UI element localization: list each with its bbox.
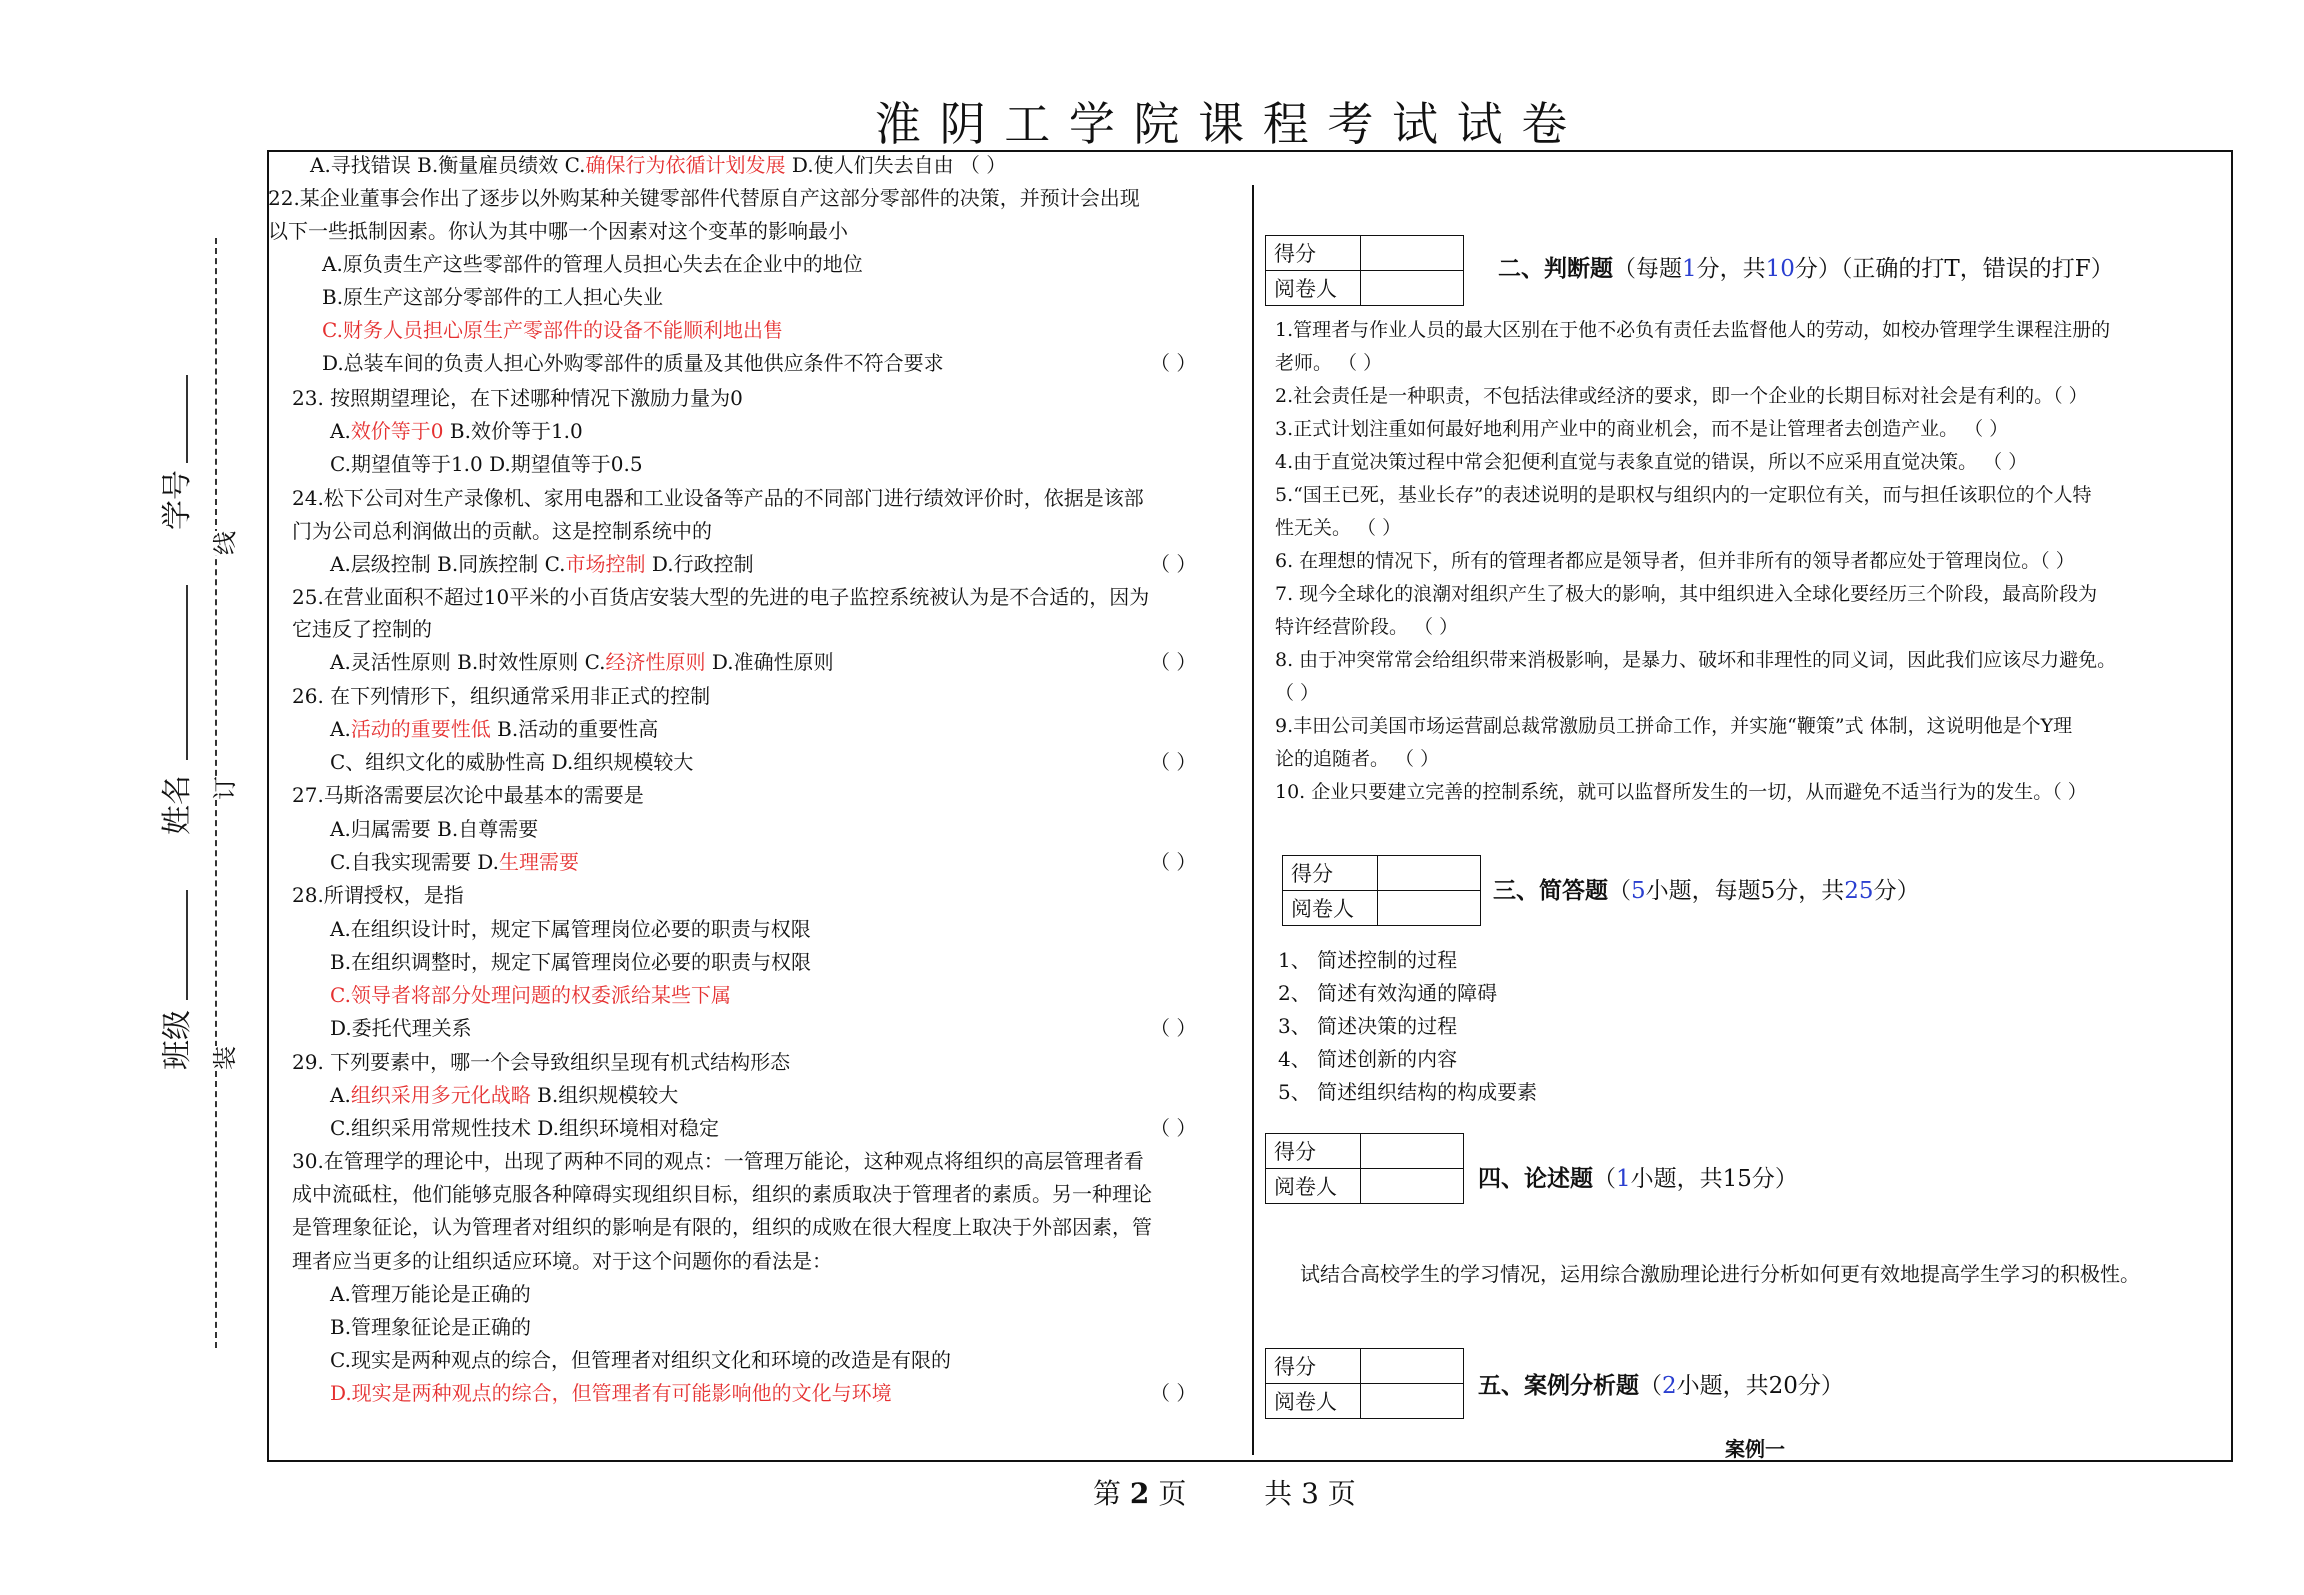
judge-line: 特许经营阶段。 （ ）	[1275, 616, 1459, 638]
section3-mid: 小题，每题5分，共	[1645, 878, 1845, 904]
question-text: 成中流砥柱，他们能够克服各种障碍实现组织目标，组织的素质取决于管理者的素质。另一种理论	[292, 1182, 1152, 1206]
judge-line: 4.由于直觉决策过程中常会犯便利直觉与表象直觉的错误，所以不应采用直觉决策。 （ ）	[1275, 451, 2028, 473]
section2-heading	[1498, 250, 2114, 283]
question-text: 是管理象征论，认为管理者对组织的影响是有限的，组织的成败在很大程度上取决于外部因素，管	[292, 1215, 1152, 1239]
score-label: 得分	[1266, 1349, 1361, 1384]
score-box-sec5	[1265, 1348, 1464, 1419]
question-line	[292, 519, 712, 543]
blank-xuehao	[186, 375, 188, 463]
footer-ye: 页	[1158, 1477, 1187, 1510]
answer-highlight: 组织采用多元化战略	[350, 1083, 531, 1107]
question-line	[292, 1249, 832, 1273]
question-line	[322, 318, 783, 342]
question-line	[330, 1315, 531, 1339]
answer-highlight: 活动的重要性低	[350, 717, 491, 741]
section2-mid: 分，共	[1696, 256, 1766, 282]
section3-count: 5	[1631, 878, 1646, 904]
judge-line: 老师。 （ ）	[1275, 352, 1383, 374]
grader-label: 阅卷人	[1266, 271, 1361, 306]
answer-highlight: C.领导者将部分处理问题的权委派给某些下属	[330, 983, 731, 1007]
question-text: D.行政控制	[645, 552, 754, 576]
binding-xian: 线	[205, 531, 240, 555]
judge-line: 2.社会责任是一种职责，不包括法律或经济的要求，即一个企业的长期目标对社会是有利的。（ ）	[1275, 385, 2088, 407]
page-footer	[1093, 1472, 1356, 1512]
judge-line: 8. 由于冲突常常会给组织带来消极影响，是暴力、破坏和非理性的同义词，因此我们应该尽力避免。	[1275, 649, 2117, 671]
blank-banji	[186, 890, 188, 1000]
score-value[interactable]	[1378, 856, 1481, 891]
section3-post: 分）	[1873, 878, 1920, 904]
question-text: A.	[330, 419, 351, 443]
answer-highlight: 确保行为依循计划发展	[585, 153, 786, 177]
score-box-sec3	[1282, 855, 1481, 926]
question-line	[330, 650, 834, 674]
judge-line: 3.正式计划注重如何最好地利用产业中的商业机会，而不是让管理者去创造产业。 （ ）	[1275, 418, 2009, 440]
section2-title: 二、判断题	[1498, 255, 1613, 282]
question-text: 22.某企业董事会作出了逐步以外购某种关键零部件代替原自产这部分零部件的决策，并预计会出现	[268, 186, 1140, 210]
question-text: A.原负责生产这些零部件的管理人员担心失去在企业中的地位	[322, 252, 863, 276]
question-text: B.原生产这部分零部件的工人担心失业	[322, 285, 664, 309]
question-line	[330, 750, 693, 774]
question-text: 它违反了控制的	[292, 617, 432, 641]
binding-label-xingming: 姓名	[160, 775, 195, 835]
question-line	[292, 883, 464, 907]
score-value[interactable]	[1361, 1134, 1464, 1169]
score-label: 得分	[1283, 856, 1378, 891]
answer-blank[interactable]: （ ）	[1150, 552, 1197, 576]
question-line	[330, 452, 643, 476]
question-line	[268, 186, 1140, 210]
judge-line: 性无关。 （ ）	[1275, 517, 1402, 539]
question-line	[330, 1016, 472, 1040]
question-text: 24.松下公司对生产录像机、家用电器和工业设备等产品的不同部门进行绩效评价时，依据是该部	[292, 486, 1144, 510]
binding-ding: 订	[205, 776, 240, 800]
section4-post: 小题，共15分）	[1630, 1166, 1798, 1192]
question-line	[292, 684, 710, 708]
question-line	[268, 219, 848, 243]
question-text: 27.马斯洛需要层次论中最基本的需要是	[292, 783, 644, 807]
essay-question: 试结合高校学生的学习情况，运用综合激励理论进行分析如何更有效地提高学生学习的积极性。	[1300, 1262, 2140, 1286]
question-text: A.归属需要 B.自尊需要	[330, 817, 539, 841]
answer-highlight: 经济性原则	[605, 650, 706, 674]
section2-total: 10	[1765, 256, 1795, 282]
judge-line: 9.丰田公司美国市场运营副总裁常激励员工拼命工作，并实施“鞭策”式 体制，这说明他是个Y理	[1275, 715, 2073, 737]
question-line	[292, 585, 1149, 609]
answer-highlight: C.财务人员担心原生产零部件的设备不能顺利地出售	[322, 318, 783, 342]
question-text: A.灵活性原则 B.时效性原则 C.	[330, 650, 606, 674]
section5-count: 2	[1662, 1373, 1677, 1399]
grader-label: 阅卷人	[1283, 891, 1378, 926]
score-box-sec2	[1265, 235, 1464, 306]
section2-per-score: 1	[1682, 256, 1697, 282]
answer-highlight: 效价等于0	[350, 419, 444, 443]
grader-label: 阅卷人	[1266, 1169, 1361, 1204]
question-line	[322, 252, 863, 276]
answer-blank[interactable]: （ ）	[1150, 1016, 1197, 1040]
judge-line: 7. 现今全球化的浪潮对组织产生了极大的影响，其中组织进入全球化要经历三个阶段，最高阶段为	[1275, 583, 2098, 605]
section4-pre: （	[1593, 1166, 1616, 1192]
grader-value[interactable]	[1361, 271, 1464, 306]
answer-blank[interactable]: （ ）	[1150, 351, 1197, 375]
short-answer-item: 2、 简述有效沟通的障碍	[1278, 981, 1498, 1005]
grader-value[interactable]	[1361, 1169, 1464, 1204]
question-text: 理者应当更多的让组织适应环境。对于这个问题你的看法是：	[292, 1249, 832, 1273]
question-line	[330, 983, 731, 1007]
section3-heading	[1493, 872, 1920, 905]
answer-blank[interactable]: （ ）	[1150, 1116, 1197, 1140]
question-text: D.总装车间的负责人担心外购零部件的质量及其他供应条件不符合要求	[322, 351, 944, 375]
question-text: 以下一些抵制因素。你认为其中哪一个因素对这个变革的影响最小	[268, 219, 848, 243]
answer-highlight: 生理需要	[498, 850, 579, 874]
score-box-sec4	[1265, 1133, 1464, 1204]
case-one-heading: 案例一	[1725, 1437, 1785, 1461]
question-text: 门为公司总利润做出的贡献。这是控制系统中的	[292, 519, 712, 543]
footer-gong: 共	[1264, 1477, 1293, 1510]
question-text: A.	[330, 717, 351, 741]
question-text: B.在组织调整时，规定下属管理岗位必要的职责与权限	[330, 950, 812, 974]
binding-label-xuehao: 学号	[160, 470, 195, 530]
binding-zhuang: 装	[205, 1046, 240, 1070]
answer-blank[interactable]: （ ）	[1150, 650, 1197, 674]
judge-line: 6. 在理想的情况下，所有的管理者都应是领导者，但并非所有的领导者都应处于管理岗位。（ ）	[1275, 550, 2075, 572]
question-text: C.自我实现需要 D.	[330, 850, 499, 874]
column-divider	[1252, 185, 1254, 1455]
question-line	[292, 1182, 1152, 1206]
blank-xingming	[186, 585, 188, 760]
judge-line: 10. 企业只要建立完善的控制系统，就可以监督所发生的一切，从而避免不适当行为的发生。（ ）	[1275, 781, 2087, 803]
question-line	[292, 1215, 1152, 1239]
question-line	[330, 552, 754, 576]
question-line	[330, 917, 811, 941]
question-line	[330, 1381, 892, 1405]
grader-label: 阅卷人	[1266, 1384, 1361, 1419]
question-text: A.	[330, 1083, 351, 1107]
section3-title: 三、简答题	[1493, 877, 1608, 904]
question-text: 28.所谓授权，是指	[292, 883, 464, 907]
question-line	[292, 1050, 790, 1074]
short-answer-item: 1、 简述控制的过程	[1278, 948, 1458, 972]
score-value[interactable]	[1361, 1349, 1464, 1384]
question-text: C.现实是两种观点的综合，但管理者对组织文化和环境的改造是有限的	[330, 1348, 951, 1372]
section5-post: 小题，共20分）	[1676, 1373, 1844, 1399]
score-value[interactable]	[1361, 236, 1464, 271]
question-text: B.管理象征论是正确的	[330, 1315, 532, 1339]
question-text: A.寻找错误 B.衡量雇员绩效 C.	[310, 153, 586, 177]
section5-pre: （	[1639, 1373, 1662, 1399]
question-text: 23. 按照期望理论，在下述哪种情况下激励力量为0	[292, 386, 743, 410]
judge-line: （ ）	[1275, 682, 1320, 704]
question-text: D.委托代理关系	[330, 1016, 472, 1040]
question-text: 29. 下列要素中，哪一个会导致组织呈现有机式结构形态	[292, 1050, 791, 1074]
question-text: D.准确性原则	[705, 650, 834, 674]
short-answer-item: 4、 简述创新的内容	[1278, 1047, 1458, 1071]
question-line	[322, 351, 944, 375]
question-text: A.层级控制 B.同族控制 C.	[330, 552, 566, 576]
answer-highlight: D.现实是两种观点的综合，但管理者有可能影响他的文化与环境	[330, 1381, 892, 1405]
question-line	[330, 850, 579, 874]
question-line	[330, 817, 538, 841]
answer-highlight: 市场控制	[565, 552, 646, 576]
section2-pre: （每题	[1613, 256, 1682, 282]
question-line	[292, 783, 644, 807]
section3-pre: （	[1608, 878, 1631, 904]
question-line	[292, 386, 743, 410]
grader-value[interactable]	[1361, 1384, 1464, 1419]
question-line	[330, 419, 583, 443]
question-text: 26. 在下列情形下，组织通常采用非正式的控制	[292, 684, 711, 708]
question-text: B.组织规模较大	[530, 1083, 679, 1107]
question-line	[292, 1149, 1144, 1173]
footer-ye2: 页	[1327, 1477, 1356, 1510]
judge-line: 5.“国王已死，基业长存”的表述说明的是职权与组织内的一定职位有关，而与担任该职位的个人特	[1275, 484, 2092, 506]
footer-di: 第	[1093, 1477, 1122, 1510]
short-answer-item: 3、 简述决策的过程	[1278, 1014, 1458, 1038]
question-line	[330, 1083, 678, 1107]
answer-blank[interactable]: （ ）	[1150, 750, 1197, 774]
score-label: 得分	[1266, 1134, 1361, 1169]
question-text: C、组织文化的威胁性高 D.组织规模较大	[330, 750, 694, 774]
question-text: 30.在管理学的理论中，出现了两种不同的观点：一管理万能论，这种观点将组织的高层管理者看	[292, 1149, 1144, 1173]
score-label: 得分	[1266, 236, 1361, 271]
page-total: 3	[1301, 1477, 1319, 1510]
question-line	[330, 1116, 719, 1140]
binding-label-banji: 班级	[160, 1010, 195, 1070]
question-line	[330, 1348, 951, 1372]
short-answer-item: 5、 简述组织结构的构成要素	[1278, 1080, 1538, 1104]
judge-line: 论的追随者。 （ ）	[1275, 748, 1440, 770]
question-line	[322, 285, 663, 309]
section5-title: 五、案例分析题	[1478, 1372, 1639, 1399]
section2-post: 分）（正确的打T，错误的打F）	[1794, 256, 2114, 282]
judge-line: 1.管理者与作业人员的最大区别在于他不必负有责任去监督他人的劳动，如校办管理学生课程注册的	[1275, 319, 2111, 341]
section4-count: 1	[1616, 1166, 1631, 1192]
answer-blank[interactable]: （ ）	[1150, 1381, 1197, 1405]
question-text: 25.在营业面积不超过10平米的小百货店安装大型的先进的电子监控系统被认为是不合适的，因为	[292, 585, 1150, 609]
question-line	[330, 950, 811, 974]
question-text: A.在组织设计时，规定下属管理岗位必要的职责与权限	[330, 917, 811, 941]
grader-value[interactable]	[1378, 891, 1481, 926]
question-text: B.效价等于1.0	[443, 419, 583, 443]
question-line	[330, 717, 658, 741]
question-text: C.期望值等于1.0 D.期望值等于0.5	[330, 452, 643, 476]
page-title: 淮 阴 工 学 院 课 程 考 试 试 卷	[875, 97, 1570, 151]
section5-heading	[1478, 1367, 1844, 1400]
question-text: A.管理万能论是正确的	[330, 1282, 531, 1306]
question-line	[310, 153, 1006, 177]
question-text: D.使人们失去自由 （ ）	[785, 153, 1007, 177]
question-text: B.活动的重要性高	[490, 717, 659, 741]
answer-blank[interactable]: （ ）	[1150, 850, 1197, 874]
question-text: C.组织采用常规性技术 D.组织环境相对稳定	[330, 1116, 719, 1140]
question-line	[292, 617, 432, 641]
section4-heading	[1478, 1160, 1798, 1193]
section3-total: 25	[1844, 878, 1874, 904]
page-number: 2	[1129, 1477, 1150, 1510]
section4-title: 四、论述题	[1478, 1165, 1593, 1192]
question-line	[292, 486, 1144, 510]
question-line	[330, 1282, 531, 1306]
